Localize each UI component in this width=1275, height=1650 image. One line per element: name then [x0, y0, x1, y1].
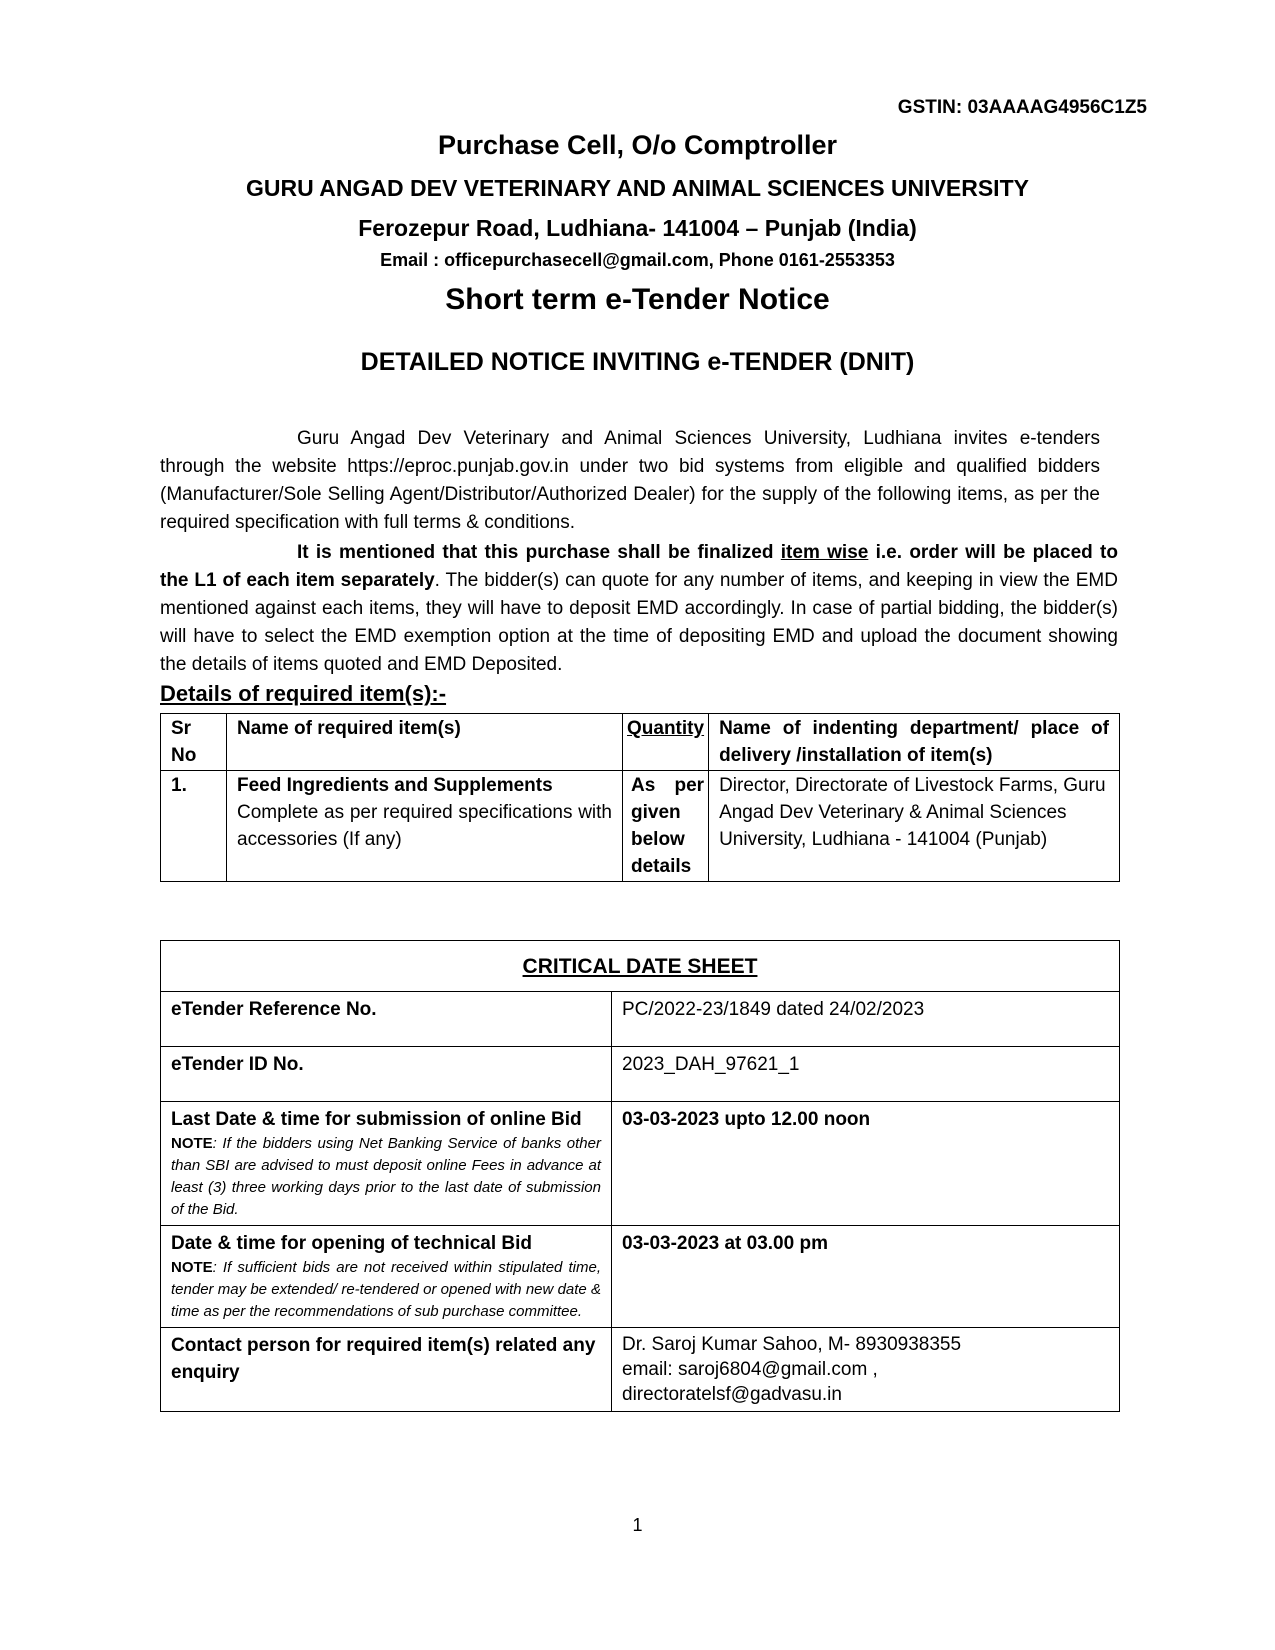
table-row [161, 1047, 1120, 1102]
cds-label-opening-cell [161, 1226, 612, 1328]
contact-line: Email : officepurchasecell@gmail.com, Phone 0161-2553353 [380, 250, 895, 270]
item-description: Complete as per required specifications with accessories (If any) [237, 802, 612, 850]
cds-note-opening: NOTE: If sufficient bids are not received within stipulated time, tender may be extended/ re-tendered or opened with new date & time as per the recommendations of sub purchase committee. [171, 1259, 601, 1320]
dnit-title: DETAILED NOTICE INVITING e-TENDER (DNIT) [360, 348, 915, 376]
office-name: Purchase Cell, O/o Comptroller [437, 130, 838, 160]
table-row [161, 1102, 1120, 1226]
cds-label-submission: Last Date & time for submission of online Bid [171, 1109, 582, 1130]
cds-label-reference: eTender Reference No. [161, 992, 612, 1047]
item-department: Director, Directorate of Livestock Farms, Guru Angad Dev Veterinary & Animal Sciences University, Ludhiana - 141004 (Punjab) [709, 771, 1120, 882]
items-header-row [161, 714, 1120, 771]
contact-email: email: saroj6804@gmail.com , [622, 1359, 878, 1380]
cds-value-contact [612, 1328, 1120, 1412]
cds-value-tender-id: 2023_DAH_97621_1 [612, 1047, 1120, 1102]
cds-label-opening: Date & time for opening of technical Bid [171, 1233, 533, 1254]
cds-note-submission: NOTE: If the bidders using Net Banking Service of banks other than SBI are advised to must deposit online Fees in advance at least (3) three working days prior to the last date of submission of the Bid. [171, 1135, 601, 1218]
notice-title: Short term e-Tender Notice [445, 283, 830, 316]
table-row [161, 771, 1120, 882]
item-name-cell [227, 771, 623, 882]
contact-person: Dr. Saroj Kumar Sahoo, M- 8930938355 [622, 1334, 962, 1355]
table-row [161, 1226, 1120, 1328]
items-heading: Details of required item(s):- [160, 681, 447, 706]
page-number: 1 [632, 1515, 643, 1535]
item-quantity: As per given below details [623, 771, 709, 882]
cds-value-submission: 03-03-2023 upto 12.00 noon [612, 1102, 1120, 1226]
cds-value-opening: 03-03-2023 at 03.00 pm [612, 1226, 1120, 1328]
item-sr: 1. [161, 771, 227, 882]
table-row [161, 992, 1120, 1047]
intro-paragraph: Guru Angad Dev Veterinary and Animal Sciences University, Ludhiana invites e-tenders through the website https://eproc.punjab.gov.in under two bid systems from eligible and qualified bidders (Manufacturer/Sole Selling Agent/Distributor/Authorized Dealer) for the supply of the following items, as per the required specification with full terms & conditions. [160, 428, 1100, 533]
item-name: Feed Ingredients and Supplements [237, 775, 553, 796]
critical-date-sheet [160, 940, 1120, 1412]
cds-title: CRITICAL DATE SHEET [161, 941, 1120, 992]
gstin-number: GSTIN: 03AAAAG4956C1Z5 [897, 97, 1147, 118]
items-table [160, 713, 1120, 882]
cds-label-tender-id: eTender ID No. [161, 1047, 612, 1102]
item-wise-underlined: item wise [780, 542, 869, 563]
cds-value-reference: PC/2022-23/1849 dated 24/02/2023 [612, 992, 1120, 1047]
university-name: GURU ANGAD DEV VETERINARY AND ANIMAL SCIENCES UNIVERSITY [246, 175, 1029, 201]
col-sr-no: Sr No [161, 714, 227, 771]
university-address: Ferozepur Road, Ludhiana- 141004 – Punjab (India) [358, 215, 917, 241]
cds-label-submission-cell [161, 1102, 612, 1226]
itemwise-paragraph: It is mentioned that this purchase shall be finalized item wise i.e. order will be placed to the L1 of each item separately. The bidder(s) can quote for any number of items, and keeping in view the EMD mentioned against each items, they will have to deposit EMD accordingly. In case of partial bidding, the bidder(s) will have to select the EMD exemption option at the time of depositing EMD and upload the document showing the details of items quoted and EMD Deposited. [160, 542, 1118, 675]
col-department: Name of indenting department/ place of delivery /installation of item(s) [709, 714, 1120, 771]
contact-email-alt: directoratelsf@gadvasu.in [622, 1384, 842, 1405]
cds-label-contact: Contact person for required item(s) related any enquiry [161, 1328, 612, 1412]
col-item-name: Name of required item(s) [227, 714, 623, 771]
table-row [161, 1328, 1120, 1412]
col-quantity: Quantity [623, 714, 709, 771]
